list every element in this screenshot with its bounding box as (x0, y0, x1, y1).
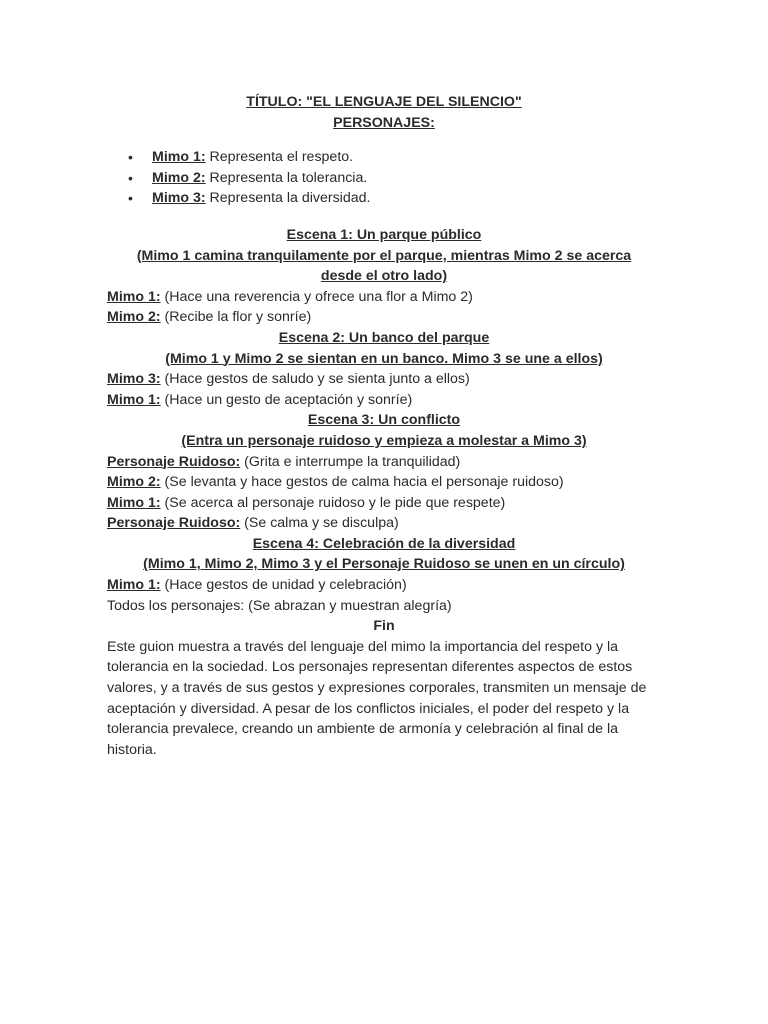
stage-direction: (Mimo 1, Mimo 2, Mimo 3 y el Personaje Ruidoso se unen en un círculo) (143, 556, 625, 573)
speaker-name: Mimo 1: (107, 494, 161, 511)
dialogue-line (107, 493, 661, 514)
dialogue-text: (Grita e interrumpe la tranquilidad) (240, 453, 461, 470)
end-label: Fin (373, 618, 395, 635)
bullet-icon: • (128, 190, 133, 207)
scene-4 (107, 534, 661, 616)
speaker-name: Personaje Ruidoso: (107, 515, 241, 532)
speaker-name: Mimo 1: (107, 577, 161, 594)
character-item (107, 168, 661, 189)
dialogue-text: (Hace una reverencia y ofrece una flor a Mimo 2) (160, 288, 473, 305)
characters-heading: PERSONAJES: (333, 114, 435, 131)
character-item (107, 147, 661, 168)
scene-heading: Escena 4: Celebración de la diversidad (252, 535, 516, 552)
dialogue-text: (Hace un gesto de aceptación y sonríe) (160, 391, 413, 408)
dialogue-line (107, 513, 661, 534)
speaker-name: Mimo 2: (107, 474, 161, 491)
speaker-name: Mimo 2: (107, 309, 161, 326)
bullet-icon: • (128, 149, 133, 166)
character-name: Mimo 1: (152, 149, 206, 166)
dialogue-line (107, 575, 661, 596)
dialogue-text: (Se levanta y hace gestos de calma hacia el personaje ruidoso) (160, 474, 564, 491)
speaker-name: Mimo 3: (107, 371, 161, 388)
speaker-name: Mimo 1: (107, 391, 161, 408)
scene-2 (107, 328, 661, 410)
characters-list (107, 147, 661, 209)
character-desc: Representa la tolerancia. (205, 169, 368, 186)
stage-direction: (Mimo 1 y Mimo 2 se sientan en un banco. Mimo 3 se une a ellos) (165, 350, 603, 367)
dialogue-line (107, 307, 661, 328)
stage-direction: (Entra un personaje ruidoso y empieza a molestar a Mimo 3) (181, 432, 587, 449)
closing-paragraph: Este guion muestra a través del lenguaje del mimo la importancia del respeto y la tolerancia en la sociedad. Los personajes representan diferentes aspectos de estos valores, y a través de sus gestos y expresiones corporales, transmiten un mensaje de aceptación y diversidad. A pesar de los conflictos iniciales, el poder del respeto y la tolerancia prevalece, creando un ambiente de armonía y celebración al final de la historia. (107, 638, 647, 758)
dialogue-line (107, 287, 661, 308)
dialogue-text: (Se acerca al personaje ruidoso y le pide que respete) (160, 494, 506, 511)
speaker-name: Personaje Ruidoso: (107, 453, 241, 470)
scene-3 (107, 410, 661, 534)
scene-1 (107, 225, 661, 328)
dialogue-text: (Hace gestos de saludo y se sienta junto a ellos) (160, 371, 470, 388)
title-block (107, 92, 661, 133)
dialogue-line (107, 369, 661, 390)
character-desc: Representa la diversidad. (205, 190, 371, 207)
dialogue-line (107, 452, 661, 473)
character-name: Mimo 3: (152, 190, 206, 207)
document-page (107, 92, 661, 760)
character-item (107, 188, 661, 209)
character-desc: Representa el respeto. (205, 149, 354, 166)
scene-heading: Escena 3: Un conflicto (307, 412, 461, 429)
dialogue-text: (Se calma y se disculpa) (240, 515, 399, 532)
dialogue-line (107, 472, 661, 493)
dialogue-line (107, 390, 661, 411)
dialogue-text: (Recibe la flor y sonríe) (160, 309, 312, 326)
bullet-icon: • (128, 169, 133, 186)
speaker-name: Mimo 1: (107, 288, 161, 305)
document-title: TÍTULO: "EL LENGUAJE DEL SILENCIO" (246, 94, 522, 110)
plain-dialogue-line: Todos los personajes: (Se abrazan y muestran alegría) (107, 597, 452, 614)
character-name: Mimo 2: (152, 169, 206, 186)
dialogue-text: (Hace gestos de unidad y celebración) (160, 577, 407, 594)
scene-heading: Escena 1: Un parque público (286, 226, 482, 243)
scene-heading: Escena 2: Un banco del parque (278, 329, 490, 346)
stage-direction: (Mimo 1 camina tranquilamente por el parque, mientras Mimo 2 se acerca desde el otro lado) (136, 247, 632, 285)
